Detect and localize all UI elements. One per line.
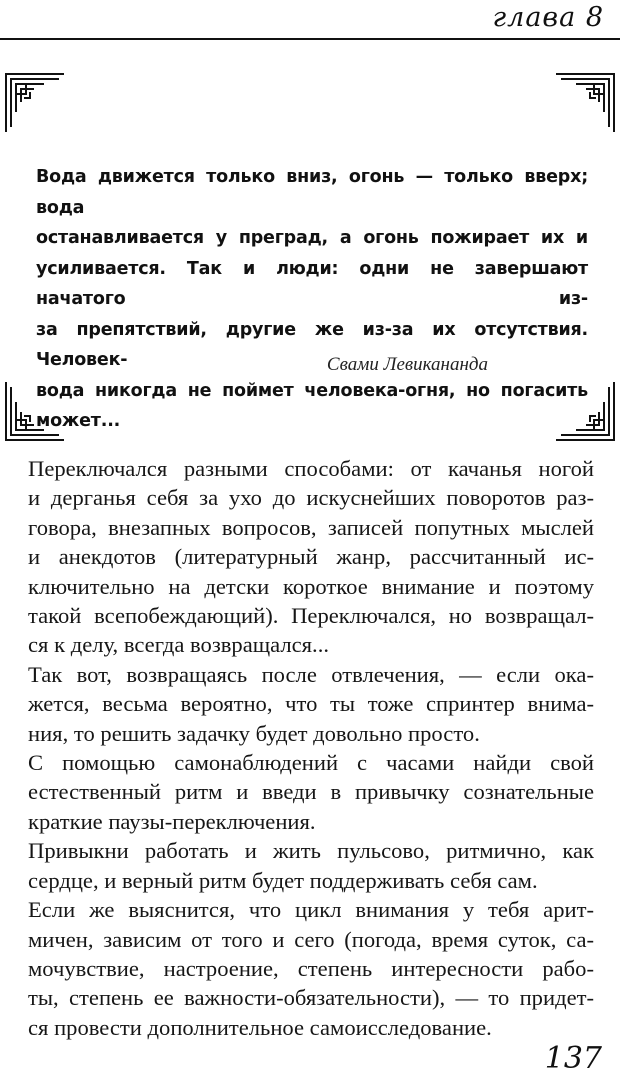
epigraph-line: за препятствий, другие же из-за их отсутствия. Человек- xyxy=(36,319,588,370)
text-line: Если же выяснится, что цикл внимания у тебя арит- xyxy=(28,897,594,923)
ornament-corner-top-left-icon xyxy=(4,72,66,134)
text-line: говора, внезапных вопросов, записей попутных мыслей xyxy=(28,514,594,540)
running-head: глава 8 xyxy=(492,2,604,33)
text-line: такой всепобеждающий). Переключался, но возвращал- xyxy=(28,603,594,629)
epigraph-line: Вода движется только вниз, огонь — только вверх; вода xyxy=(36,167,588,218)
text-line: мичен, зависим от того и сего (погода, время суток, са- xyxy=(28,926,594,952)
header-rule xyxy=(0,38,620,40)
text-line: Привыкни работать и жить пульсово, ритмично, как xyxy=(28,838,594,864)
epigraph-line: останавливается у преград, а огонь пожирает их и xyxy=(36,228,588,248)
paragraph xyxy=(28,454,594,660)
text-line: ключительно на детски короткое внимание и поэтому xyxy=(28,573,594,599)
text-line: мочувствие, настроение, степень интересности рабо- xyxy=(28,955,594,981)
text-line: и дерганья себя за ухо до искуснейших поворотов раз- xyxy=(28,485,594,511)
body-text xyxy=(28,454,594,1042)
text-line: Переключался разными способами: от качанья ногой xyxy=(28,456,594,481)
text-line: и анекдотов (литературный жанр, рассчитанный ис- xyxy=(28,544,594,570)
text-line: сердце, и верный ритм будет поддерживать себя сам. xyxy=(28,867,538,893)
text-line: естественный ритм и введи в привычку сознательные xyxy=(28,779,594,805)
text-line: ся провести дополнительное самоисследование. xyxy=(28,1014,492,1040)
epigraph-line: усиливается. Так и люди: одни не завершают начатого из- xyxy=(36,258,588,309)
paragraph xyxy=(28,895,594,1042)
ornament-corner-top-right-icon xyxy=(554,72,616,134)
page-number: 137 xyxy=(544,1041,602,1076)
text-line: ты, степень ее важности-обязательности), — то придет- xyxy=(28,985,594,1011)
text-line: ся к делу, всегда возвращался... xyxy=(28,632,329,658)
epigraph xyxy=(36,162,588,437)
text-line: ния, то решить задачку будет довольно просто. xyxy=(28,720,480,746)
paragraph xyxy=(28,836,594,895)
text-line: жется, весьма вероятно, что ты тоже спринтер внима- xyxy=(28,691,594,717)
paragraph xyxy=(28,660,594,748)
epigraph-attribution: Свами Левикананда xyxy=(326,354,488,375)
text-line: краткие паузы-переключения. xyxy=(28,808,316,834)
text-line: Так вот, возвращаясь после отвлечения, — если ока- xyxy=(28,661,594,687)
epigraph-line: вода никогда не поймет человека-огня, но погасить может... xyxy=(36,380,588,431)
text-line: С помощью самонаблюдений с часами найди свой xyxy=(28,750,594,776)
paragraph xyxy=(28,748,594,836)
